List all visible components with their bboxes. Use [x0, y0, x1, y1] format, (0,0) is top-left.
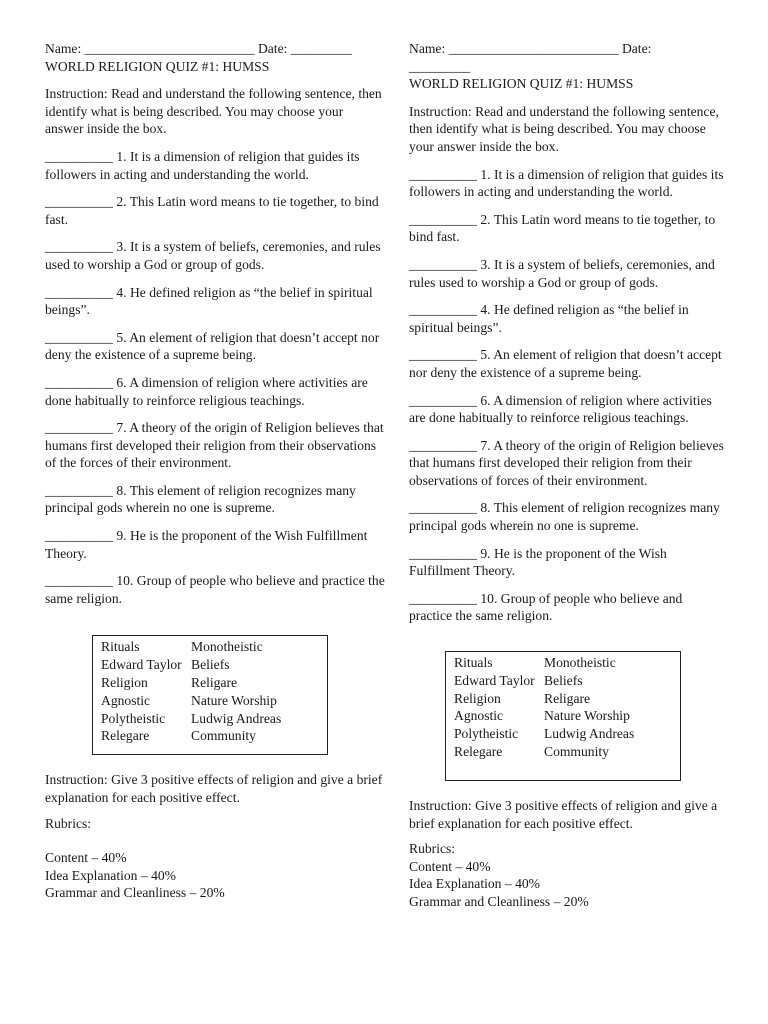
instruction-essay: Instruction: Give 3 positive effects of religion and give a brief explanation for each positive effect.: [409, 798, 718, 831]
question-2: __________ 2. This Latin word means to tie together, to bind fast.: [409, 211, 716, 245]
question-9: __________ 9. He is the proponent of the Wish Fulfillment Theory.: [45, 528, 368, 561]
question-4: __________ 4. He defined religion as “the belief in spiritual beings”.: [45, 284, 373, 318]
choice-item: Ludwig Andreas: [191, 710, 282, 726]
choice-item: Monotheistic: [544, 655, 616, 671]
choice-item: Nature Worship: [544, 708, 630, 724]
choice-item: Community: [544, 744, 609, 760]
question-5: __________ 5. An element of religion that doesn’t accept nor deny the existence of a supreme being.: [409, 347, 722, 380]
choice-item: Polytheistic: [454, 726, 519, 742]
quiz-title: WORLD RELIGION QUIZ #1: HUMSS: [409, 76, 634, 92]
rubric-item: Content – 40%: [409, 858, 491, 874]
choice-item: Edward Taylor: [454, 672, 535, 688]
quiz-title: WORLD RELIGION QUIZ #1: HUMSS: [45, 58, 270, 74]
choice-item: Monotheistic: [191, 639, 263, 655]
choice-item: Edward Taylor: [101, 657, 182, 673]
answer-choices-box: [92, 635, 328, 755]
name-date-line: Name: _________________________ Date:: [409, 41, 652, 56]
question-8: __________ 8. This element of religion recognizes many principal gods wherein no one is supreme.: [45, 482, 356, 516]
choice-item: Agnostic: [101, 692, 151, 708]
question-9: __________ 9. He is the proponent of the Wish Fulfillment Theory.: [409, 545, 667, 579]
question-7: __________ 7. A theory of the origin of Religion believes that humans first developed their religion from their observations of forces of their environment.: [409, 437, 724, 488]
choice-item: Religare: [191, 675, 238, 691]
rubric-item: Idea Explanation – 40%: [409, 876, 540, 892]
answer-choices-box: [445, 651, 681, 781]
choice-item: Beliefs: [191, 657, 230, 673]
question-3: __________ 3. It is a system of beliefs, ceremonies, and rules used to worship a God or group of gods.: [409, 256, 715, 290]
question-6: __________ 6. A dimension of religion where activities are done habitually to reinforce religious teachings.: [45, 374, 368, 408]
question-4: __________ 4. He defined religion as “the belief in spiritual beings”.: [409, 302, 689, 335]
question-10: __________ 10. Group of people who believe and practice the same religion.: [45, 573, 385, 606]
rubric-item: Content – 40%: [45, 850, 127, 866]
choice-item: Religion: [101, 675, 148, 691]
choice-item: Rituals: [454, 655, 493, 671]
quiz-right-copy: [409, 40, 725, 911]
choice-item: Religare: [544, 690, 591, 706]
question-5: __________ 5. An element of religion that doesn’t accept nor deny the existence of a supreme being.: [45, 329, 380, 363]
instruction-essay: Instruction: Give 3 positive effects of religion and give a brief explanation for each positive effect.: [45, 772, 383, 806]
instruction-identification: Instruction: Read and understand the following sentence, then identify what is being described. You may choose your answer inside the box.: [45, 86, 382, 137]
question-2: __________ 2. This Latin word means to tie together, to bind fast.: [45, 194, 379, 227]
rubric-item: Idea Explanation – 40%: [45, 867, 176, 883]
choice-item: Beliefs: [544, 672, 583, 688]
choice-item: Religion: [454, 690, 501, 706]
choice-item: Rituals: [101, 639, 140, 655]
instruction-identification: Instruction: Read and understand the following sentence, then identify what is being described. You may choose your answer inside the box.: [409, 103, 719, 154]
question-1: __________ 1. It is a dimension of religion that guides its followers in acting and understanding the world.: [45, 148, 360, 182]
quiz-left-copy: [45, 40, 385, 902]
question-1: __________ 1. It is a dimension of religion that guides its followers in acting and understanding the world.: [409, 166, 724, 200]
choice-item: Agnostic: [454, 708, 504, 724]
rubric-item: Grammar and Cleanliness – 20%: [45, 885, 225, 901]
choice-item: Polytheistic: [101, 710, 166, 726]
date-blank-line: _________: [409, 58, 471, 74]
choice-item: Relegare: [454, 744, 503, 760]
question-10: __________ 10. Group of people who believe and practice the same religion.: [409, 590, 683, 624]
question-8: __________ 8. This element of religion recognizes many principal gods wherein no one is supreme.: [409, 500, 720, 534]
choice-item: Ludwig Andreas: [544, 726, 635, 742]
choice-item: Community: [191, 728, 256, 744]
choice-item: Relegare: [101, 728, 150, 744]
rubric-item: Grammar and Cleanliness – 20%: [409, 894, 589, 909]
choice-item: Nature Worship: [191, 692, 277, 708]
rubrics-title: Rubrics:: [409, 841, 456, 857]
rubrics-title: Rubrics:: [45, 815, 92, 831]
question-3: __________ 3. It is a system of beliefs, ceremonies, and rules used to worship a God or group of gods.: [45, 239, 381, 272]
question-7: __________ 7. A theory of the origin of Religion believes that humans first developed their religion from their observations of the forces of their environment.: [45, 420, 384, 471]
question-6: __________ 6. A dimension of religion where activities are done habitually to reinforce religious teachings.: [409, 392, 712, 426]
name-date-line: Name: _________________________ Date: _________: [45, 41, 352, 56]
